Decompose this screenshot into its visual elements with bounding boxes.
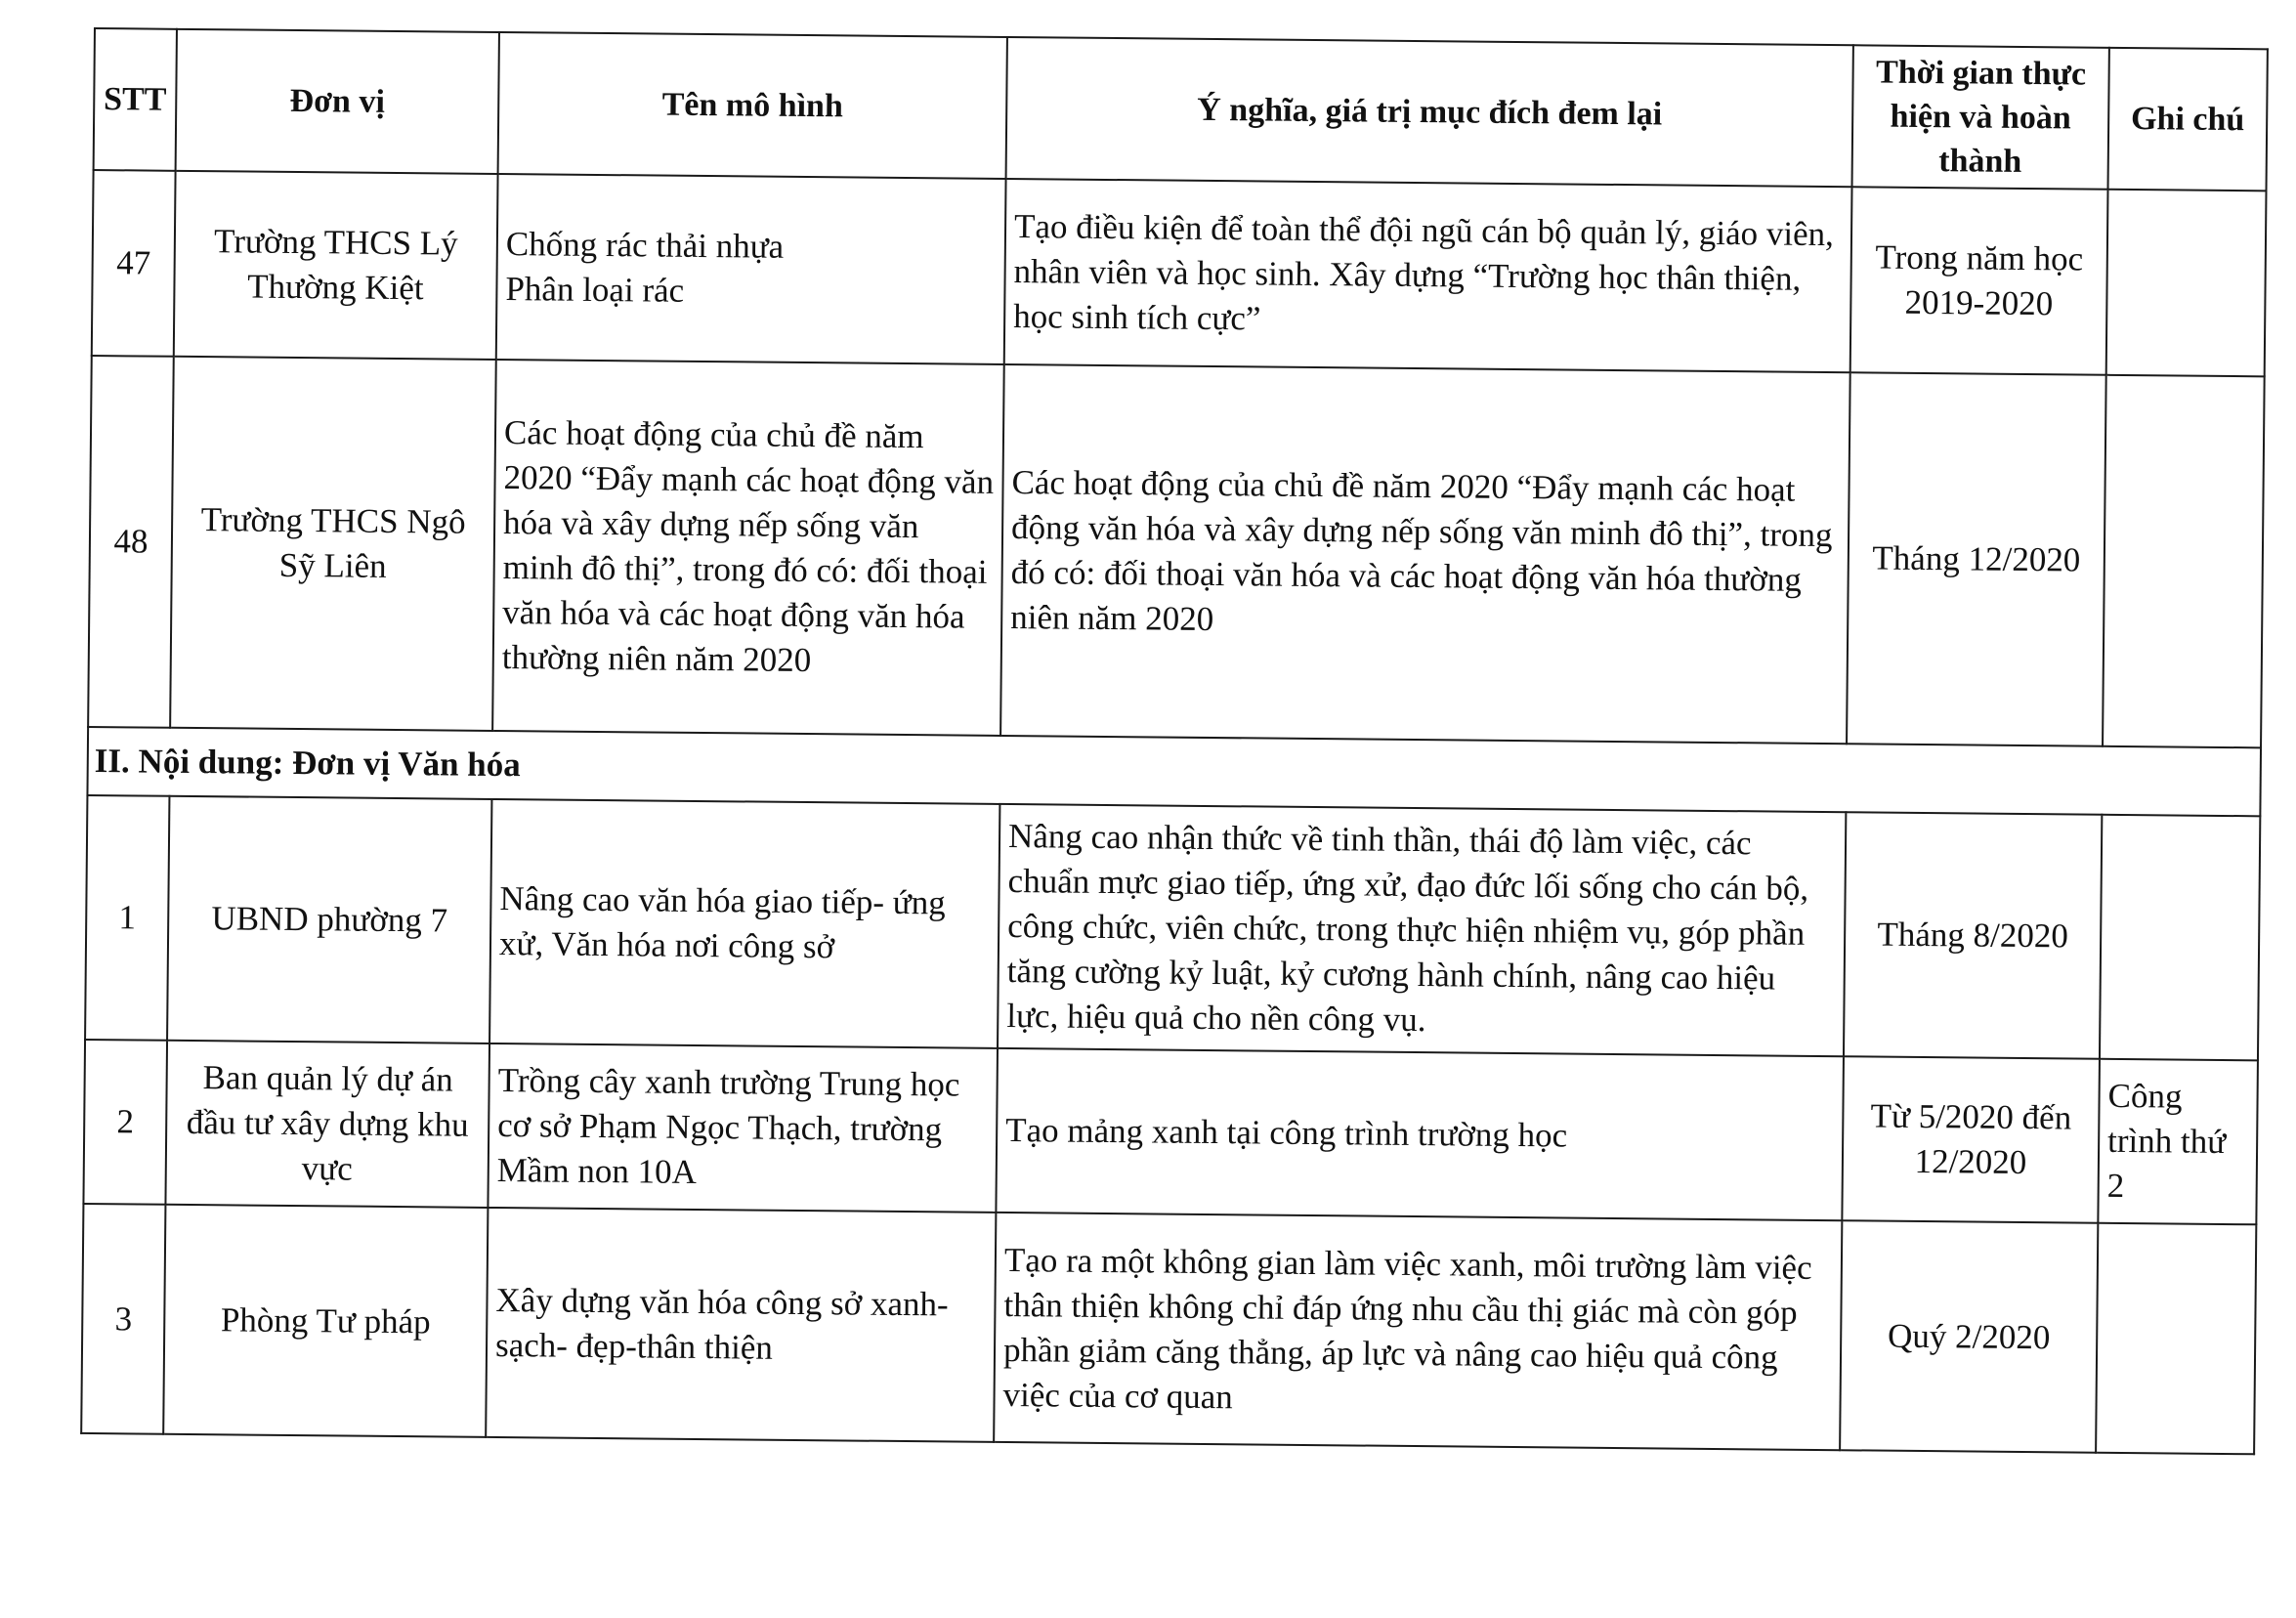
cell-model-name: Các hoạt động của chủ đề năm 2020 “Đẩy mạnh các hoạt động văn hóa và xây dựng nếp sống văn minh đô thị”, trong đó có: đối thoại văn hóa và các hoạt động văn hóa thường niên năm 2020	[492, 360, 1004, 736]
cell-stt: 47	[92, 170, 176, 357]
cell-unit: Phòng Tư pháp	[163, 1205, 488, 1437]
cell-meaning: Các hoạt động của chủ đề năm 2020 “Đẩy mạnh các hoạt động văn hóa và xây dựng nếp sống văn minh đô thị”, trong đó có: đối thoại văn hóa và các hoạt động văn hóa thường niên năm 2020	[1000, 364, 1850, 744]
cell-model-name: Xây dựng văn hóa công sở xanh- sạch- đẹp-thân thiện	[486, 1208, 996, 1442]
table-row	[92, 170, 2267, 376]
document-sheet	[80, 27, 2267, 1455]
header-unit: Đơn vị	[176, 29, 499, 174]
plan-table	[80, 27, 2269, 1455]
header-meaning: Ý nghĩa, giá trị mục đích đem lại	[1006, 37, 1853, 187]
cell-note: Công trình thứ 2	[2098, 1059, 2258, 1225]
cell-time: Quý 2/2020	[1840, 1220, 2098, 1453]
cell-unit: Ban quản lý dự án đầu tư xây dựng khu vực	[165, 1041, 489, 1208]
cell-model-name: Trồng cây xanh trường Trung học cơ sở Phạm Ngọc Thạch, trường Mầm non 10A	[488, 1043, 998, 1213]
table-row	[85, 795, 2260, 1060]
header-note: Ghi chú	[2108, 48, 2268, 192]
cell-note	[2100, 815, 2260, 1061]
cell-model-name: Chống rác thải nhựa Phân loại rác	[496, 174, 1006, 364]
cell-time: Từ 5/2020 đến 12/2020	[1842, 1056, 2100, 1223]
table-row	[81, 1204, 2256, 1454]
cell-meaning: Tạo mảng xanh tại công trình trường học	[996, 1048, 1844, 1220]
cell-model-name: Nâng cao văn hóa giao tiếp- ứng xử, Văn hóa nơi công sở	[489, 799, 999, 1048]
cell-stt: 2	[83, 1040, 167, 1205]
cell-meaning: Tạo ra một không gian làm việc xanh, môi trường làm việc thân thiện không chỉ đáp ứng nhu cầu thị giác mà còn góp phần giảm căng thẳng, áp lực và nâng cao hiệu quả công việc của cơ quan	[994, 1213, 1842, 1450]
cell-stt: 3	[81, 1204, 165, 1434]
cell-unit: Trường THCS Lý Thường Kiệt	[174, 171, 498, 360]
cell-note	[2096, 1223, 2256, 1455]
cell-unit: Trường THCS Ngô Sỹ Liên	[170, 357, 496, 731]
cell-note	[2106, 190, 2267, 377]
cell-stt: 1	[85, 795, 169, 1041]
cell-note	[2103, 375, 2265, 748]
header-stt: STT	[94, 28, 177, 171]
table-row	[83, 1040, 2258, 1224]
header-time: Thời gian thực hiện và hoàn thành	[1852, 45, 2109, 190]
section-title: II. Nội dung: Đơn vị Văn hóa	[87, 727, 2261, 816]
cell-stt: 48	[88, 356, 174, 728]
header-model-name: Tên mô hình	[498, 32, 1007, 179]
cell-meaning: Tạo điều kiện để toàn thể đội ngũ cán bộ quản lý, giáo viên, nhân viên và học sinh. Xây dựng “Trường học thân thiện, học sinh tích cực”	[1004, 179, 1852, 372]
cell-unit: UBND phường 7	[167, 796, 491, 1043]
cell-time: Tháng 8/2020	[1844, 812, 2102, 1059]
cell-meaning: Nâng cao nhận thức về tinh thần, thái độ làm việc, các chuẩn mực giao tiếp, ứng xử, đạo đức lối sống cho cán bộ, công chức, viên chức, trong thực hiện nhiệm vụ, góp phần tăng cường kỷ luật, kỷ cương hành chính, nâng cao hiệu lực, hiệu quả cho nền công vụ.	[998, 804, 1846, 1056]
table-header-row	[94, 28, 2268, 191]
cell-time: Trong năm học 2019-2020	[1850, 187, 2108, 375]
cell-time: Tháng 12/2020	[1847, 372, 2106, 745]
table-row	[88, 356, 2265, 747]
